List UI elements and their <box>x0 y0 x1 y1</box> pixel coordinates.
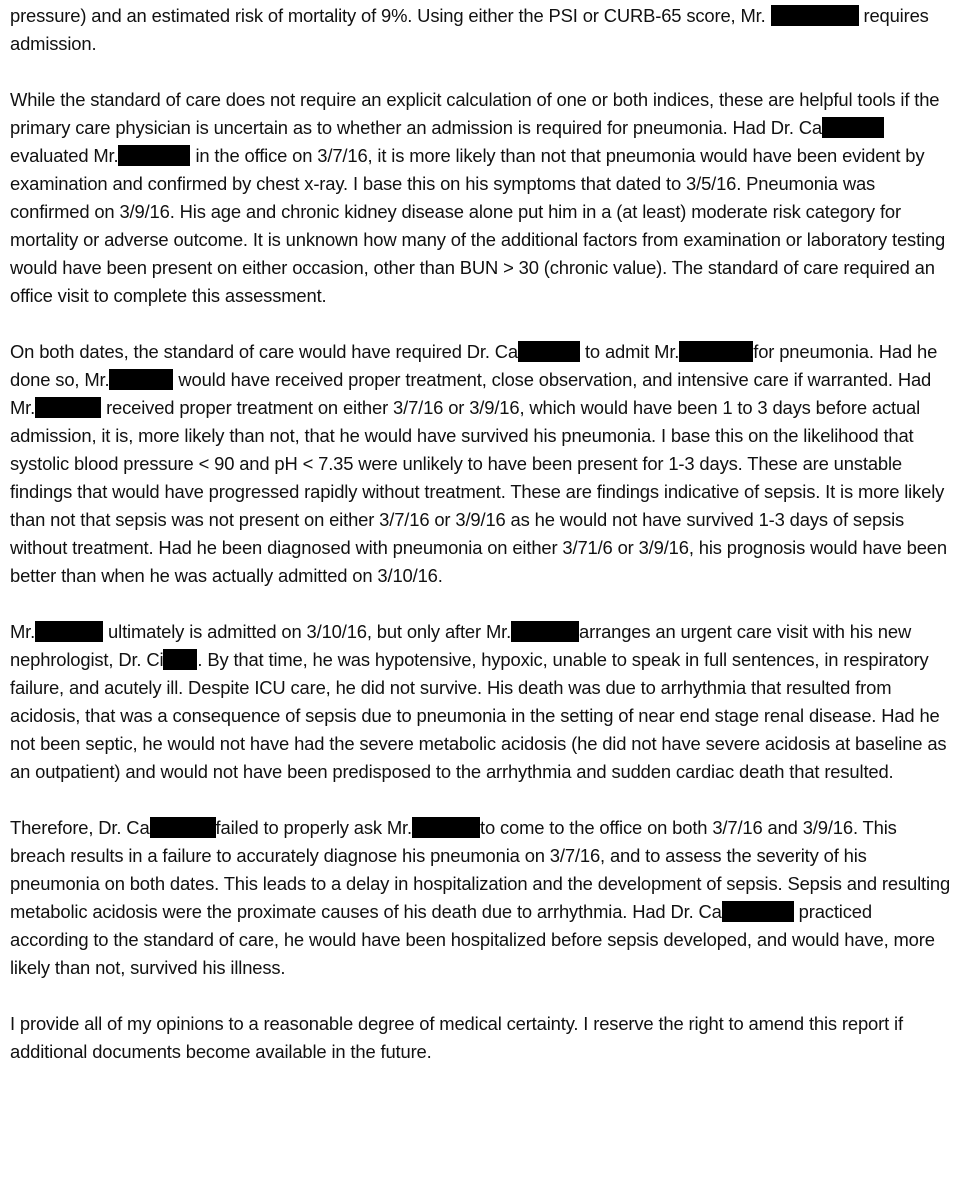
paragraph-conclusion <box>10 814 955 982</box>
redaction-bar <box>412 817 480 838</box>
redaction-bar <box>722 901 794 922</box>
redaction-bar <box>511 621 579 642</box>
text-segment: Mr. <box>10 621 36 642</box>
redaction-bar <box>109 369 173 390</box>
paragraph-standard-of-care <box>10 86 955 310</box>
text-segment: practiced according to the standard of care, he would have been hospitalized before sepsis developed, and would have, more likely than not, survived his illness. <box>10 901 935 978</box>
text-segment: received proper treatment on either 3/7/16 or 3/9/16, which would have been 1 to 3 days before actual admission, it is, more likely than not, that he would have survived his pneumonia. I base this on the likelihood that systolic blood pressure < 90 and pH < 7.35 were unlikely to have been present for 1-3 days. These are unstable findings that would have progressed rapidly without treatment. These are findings indicative of sepsis. It is more likely than not that sepsis was not present on either 3/7/16 or 3/9/16 as he would not have survived 1-3 days of sepsis without treatment. Had he been diagnosed with pneumonia on either 3/71/6 or 3/9/16, his prognosis would have been better than when he was actually admitted on 3/10/16. <box>10 397 947 586</box>
paragraph-admission-required <box>10 338 955 590</box>
redaction-bar <box>150 817 216 838</box>
redaction-bar <box>35 621 103 642</box>
paragraph-certainty-statement <box>10 1010 955 1066</box>
text-segment: would have received proper treatment, close observation, and intensive care if warranted. Had Mr. <box>10 369 932 418</box>
paragraph-admission-outcome <box>10 618 955 786</box>
text-segment: ultimately is admitted on 3/10/16, but only after Mr. <box>103 621 512 642</box>
text-segment: to come to the office on both 3/7/16 and 3/9/16. This breach results in a failure to accurately diagnose his pneumonia on 3/7/16, and to assess the severity of his pneumonia on both dates. This leads to a delay in hospitalization and the development of sepsis. Sepsis and resulting metabolic acidosis were the proximate causes of his death due to arrhythmia. Had Dr. Ca <box>10 817 951 922</box>
text-segment: requires admission. <box>10 5 929 54</box>
text-segment: pressure) and an estimated risk of mortality of 9%. Using either the PSI or CURB-65 score, Mr. <box>10 5 771 26</box>
redaction-bar <box>118 145 190 166</box>
text-segment: in the office on 3/7/16, it is more likely than not that pneumonia would have been evident by examination and confirmed by chest x-ray. I base this on his symptoms that dated to 3/5/16. Pneumonia was confirmed on 3/9/16. His age and chronic kidney disease alone put him in a (at least) moderate risk category for mortality or adverse outcome. It is unknown how many of the additional factors from examination or laboratory testing would have been present on either occasion, other than BUN > 30 (chronic value). The standard of care required an office visit to complete this assessment. <box>10 145 946 306</box>
redaction-bar <box>771 5 859 26</box>
paragraph-risk-admission <box>10 2 955 58</box>
text-segment: arranges an urgent care visit with his new nephrologist, Dr. Ci <box>10 621 912 670</box>
redaction-bar <box>679 341 753 362</box>
document-page <box>10 2 955 1094</box>
text-segment: On both dates, the standard of care would have required Dr. Ca <box>10 341 518 362</box>
text-segment: failed to properly ask Mr. <box>215 817 412 838</box>
redaction-bar <box>518 341 580 362</box>
text-segment: I provide all of my opinions to a reasonable degree of medical certainty. I reserve the right to amend this report if additional documents become available in the future. <box>10 1013 903 1062</box>
text-segment: for pneumonia. Had he done so, Mr. <box>10 341 938 390</box>
text-segment: evaluated Mr. <box>10 145 119 166</box>
text-segment: . By that time, he was hypotensive, hypoxic, unable to speak in full sentences, in respiratory failure, and acutely ill. Despite ICU care, he did not survive. His death was due to arrhythmia that resulted from acidosis, that was a consequence of sepsis due to pneumonia in the setting of near end stage renal disease. Had he not been septic, he would not have had the severe metabolic acidosis (he did not have severe acidosis at baseline as an outpatient) and would not have been predisposed to the arrhythmia and sudden cardiac death that resulted. <box>10 649 947 782</box>
redaction-bar <box>35 397 101 418</box>
text-segment: While the standard of care does not require an explicit calculation of one or both indices, these are helpful tools if the primary care physician is uncertain as to whether an admission is required for pneumonia. Had Dr. Ca <box>10 89 940 138</box>
text-segment: to admit Mr. <box>584 341 680 362</box>
text-segment: Therefore, Dr. Ca <box>10 817 150 838</box>
redaction-bar <box>163 649 197 670</box>
redaction-bar <box>822 117 884 138</box>
